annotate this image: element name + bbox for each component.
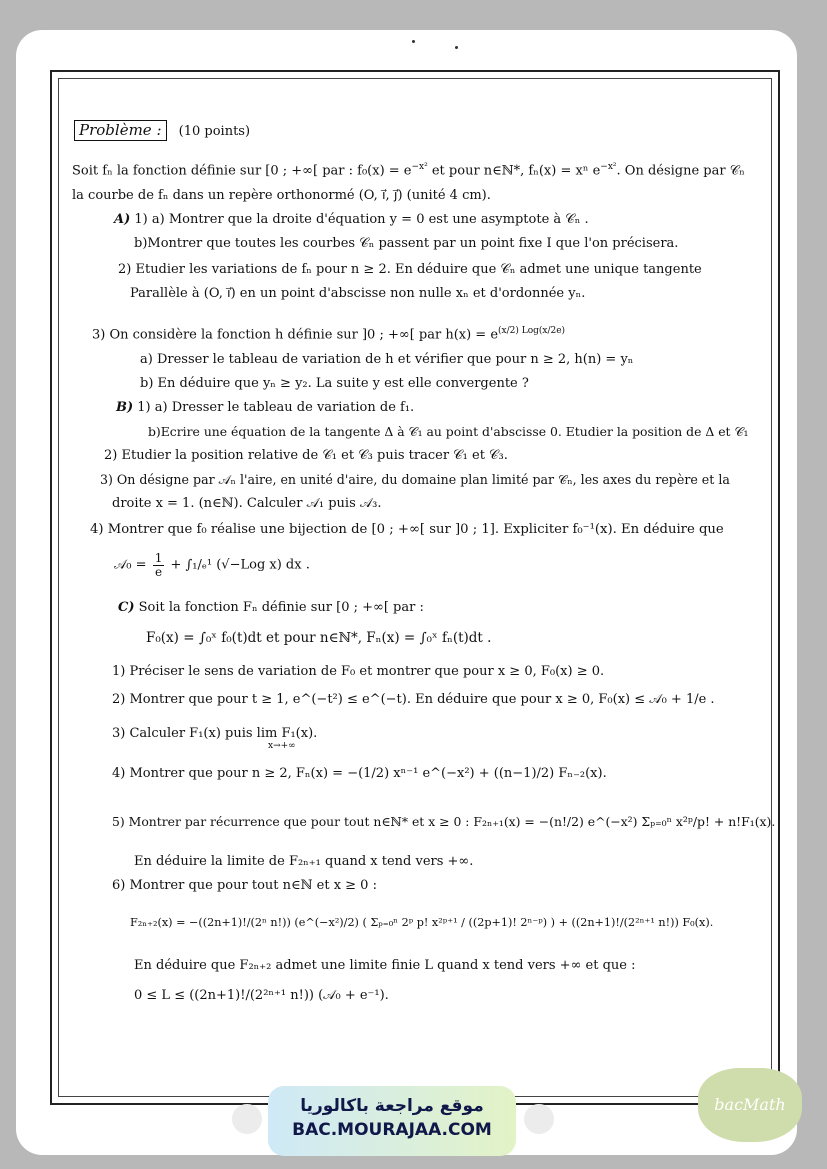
intro-text-b: ₙ la fonction définie sur [0 ; +∞[ par : f₀(x) = e <box>107 163 412 179</box>
partB-q4a: 4) Montrer que f₀ réalise une bijection de [0 ; +∞[ sur ]0 ; 1]. Expliciter f₀⁻¹(x). En déduire que <box>90 522 724 537</box>
intro-text-c: et pour n∈ℕ*, fₙ(x) = xⁿ e <box>427 163 601 179</box>
partC-definition: F₀(x) = ∫₀ˣ f₀(t)dt et pour n∈ℕ*, Fₙ(x) = ∫₀ˣ fₙ(t)dt . <box>146 630 492 646</box>
partB-q3a: 3) On désigne par 𝒜ₙ l'aire, en unité d'aire, du domaine plan limité par 𝒞ₙ, les axes du repère et la <box>100 472 730 487</box>
bacmath-logo: bacMath <box>698 1068 802 1142</box>
partC-q6-formula: F₂ₙ₊₂(x) = −((2n+1)!/(2ⁿ n!)) (e^(−x²)/2) ( Σₚ₌₀ⁿ 2ᵖ p! x²ᵖ⁺¹ / ((2p+1)! 2ⁿ⁻ᵖ) ) + ((2n+1)!/(2²ⁿ⁺¹ n!)) F₀(x). <box>130 916 714 929</box>
footer-badge[interactable] <box>268 1086 516 1156</box>
partC-q4: 4) Montrer que pour n ≥ 2, Fₙ(x) = −(1/2) xⁿ⁻¹ e^(−x²) + ((n−1)/2) Fₙ₋₂(x). <box>112 766 607 781</box>
intro-text-d: . On désigne par 𝒞ₙ <box>616 163 745 179</box>
partA-q3a: a) Dresser le tableau de variation de h et vérifier que pour n ≥ 2, h(n) = yₙ <box>140 352 634 367</box>
partB-q3b: droite x = 1. (n∈ℕ). Calculer 𝒜₁ puis 𝒜₃. <box>112 496 382 511</box>
problem-title-box: Problème : <box>74 120 167 141</box>
scan-dot <box>412 40 415 43</box>
partC-q2: 2) Montrer que pour t ≥ 1, e^(−t²) ≤ e^(−t). En déduire que pour x ≥ 0, F₀(x) ≤ 𝒜₀ + 1/e . <box>112 692 715 707</box>
partB-q1a-text: 1) a) Dresser le tableau de variation de f₁. <box>137 400 415 415</box>
partC-intro <box>118 600 424 616</box>
fraction-numerator: 1 <box>154 551 163 565</box>
problem-points: (10 points) <box>178 124 251 139</box>
partC-q6: 6) Montrer que pour tout n∈ℕ et x ≥ 0 : <box>112 878 377 893</box>
intro-exponent: −x² <box>411 162 428 172</box>
intro-line-1: Soit fₙ la fonction définie sur [0 ; +∞[ par : $f_0(x) = e^{-x^2}$ et pour n∈ℕ*, fₙ(x) = xⁿ $e^{-x^2}$. On désigne par 𝒞ₙ <box>72 162 745 179</box>
partC-q3-text: 3) Calculer F₁(x) puis lim F₁(x). <box>112 726 318 741</box>
footer-arabic-title: موقع مراجعة باكالوريا <box>300 1096 484 1116</box>
problem-title <box>74 120 250 141</box>
site-logo-left <box>232 1104 262 1134</box>
partB-label: B) <box>116 400 134 415</box>
footer-url[interactable]: BAC.MOURAJAA.COM <box>292 1120 492 1140</box>
partC-q5b: En déduire la limite de F₂ₙ₊₁ quand x tend vers +∞. <box>134 854 474 869</box>
partB-q1a <box>116 400 414 416</box>
intro-text-a: Soit f <box>72 163 108 179</box>
partB-q4b-pre: 𝒜₀ = <box>114 557 147 573</box>
partC-q3 <box>112 726 318 751</box>
partB-q1b: b)Ecrire une équation de la tangente Δ à 𝒞₁ au point d'abscisse 0. Etudier la position de Δ et 𝒞₁ <box>148 424 749 439</box>
partA-q2a: 2) Etudier les variations de fₙ pour n ≥ 2. En déduire que 𝒞ₙ admet une unique tangente <box>118 262 702 277</box>
partA-q1a-text: 1) a) Montrer que la droite d'équation y = 0 est une asymptote à 𝒞ₙ . <box>134 212 589 227</box>
partA-label: A) <box>114 212 131 227</box>
partA-q1b: b)Montrer que toutes les courbes 𝒞ₙ passent par un point fixe I que l'on précisera. <box>134 236 679 251</box>
fraction-one-over-e <box>153 552 165 578</box>
partC-q6b: En déduire que F₂ₙ₊₂ admet une limite finie L quand x tend vers +∞ et que : <box>134 958 636 973</box>
partA-q3b: b) En déduire que yₙ ≥ y₂. La suite y est elle convergente ? <box>140 376 529 391</box>
partB-q2: 2) Etudier la position relative de 𝒞₁ et 𝒞₃ puis tracer 𝒞₁ et 𝒞₃. <box>104 448 508 463</box>
partC-intro-text: Soit la fonction Fₙ définie sur [0 ; +∞[ par : <box>138 600 424 615</box>
intro-line-2: la courbe de fₙ dans un repère orthonormé (O, i⃗, j⃗) (unité 4 cm). <box>72 188 491 203</box>
partC-q1: 1) Préciser le sens de variation de F₀ et montrer que pour x ≥ 0, F₀(x) ≥ 0. <box>112 664 605 679</box>
partC-label: C) <box>118 600 135 615</box>
page-frame-inner <box>58 78 772 1097</box>
scan-dot <box>455 46 458 49</box>
partC-q3-limit-subscript: x→+∞ <box>268 741 296 751</box>
partB-q4b <box>114 552 310 578</box>
partA-q3-exponent: (x/2) Log(x/2e) <box>498 326 566 336</box>
site-logo-right <box>524 1104 554 1134</box>
partC-q5: 5) Montrer par récurrence que pour tout n∈ℕ* et x ≥ 0 : F₂ₙ₊₁(x) = −(n!/2) e^(−x²) Σₚ₌₀ⁿ x²ᵖ/p! + n!F₁(x). <box>112 814 776 829</box>
partB-q4b-post: + ∫₁/ₑ¹ (√−Log x) dx . <box>170 557 310 573</box>
partA-q3 <box>92 326 565 344</box>
partA-q1a <box>114 212 589 228</box>
fraction-denominator: e <box>154 564 163 579</box>
partC-q6c: 0 ≤ L ≤ ((2n+1)!/(2²ⁿ⁺¹ n!)) (𝒜₀ + e⁻¹). <box>134 988 389 1003</box>
partA-q3-text: 3) On considère la fonction h définie sur ]0 ; +∞[ par h(x) = e <box>92 327 499 343</box>
partA-q2b: Parallèle à (O, i⃗) en un point d'abscisse non nulle xₙ et d'ordonnée yₙ. <box>130 286 586 301</box>
